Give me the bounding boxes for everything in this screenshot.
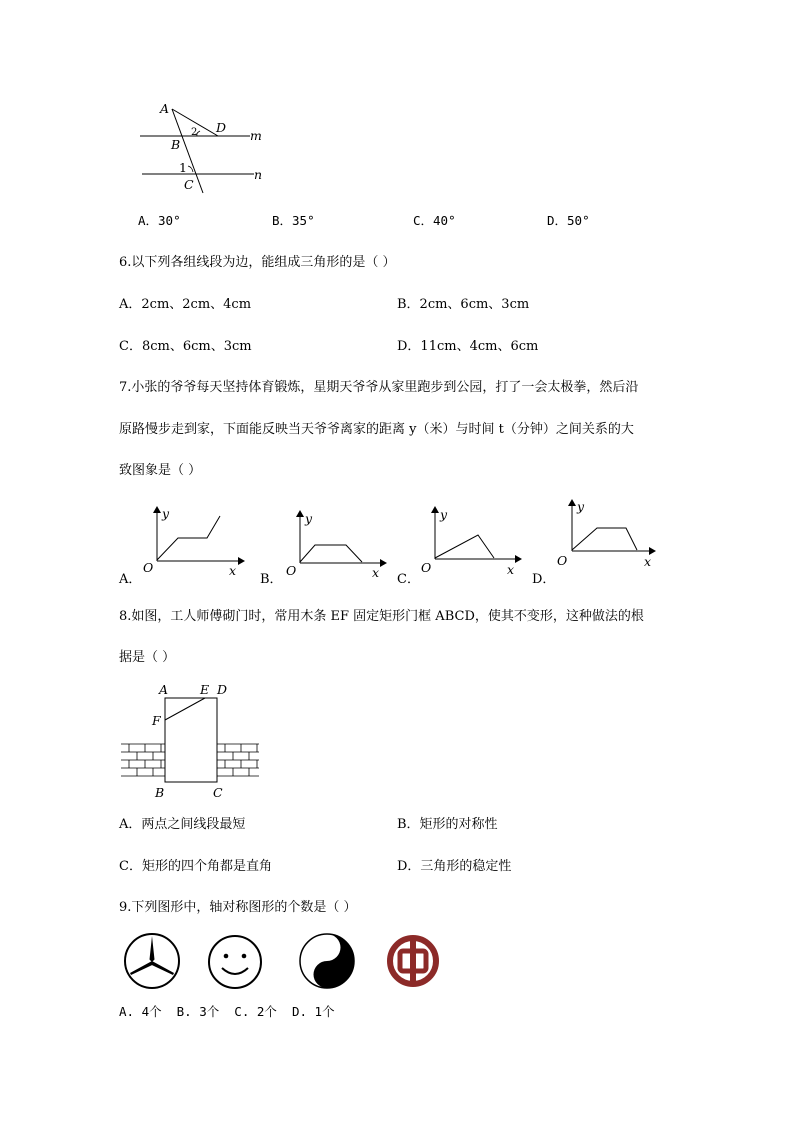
q5-label-2: 2: [191, 127, 198, 138]
q5-label-c: C: [184, 177, 194, 192]
q9-stem: 9.下列图形中，轴对称图形的个数是（ ）: [119, 900, 357, 915]
left-brick-wall: [121, 744, 165, 776]
q8-option-c: C．矩形的四个角都是直角: [119, 859, 272, 874]
q7-option-d: D．: [532, 572, 556, 587]
q8-label-c: C: [213, 785, 223, 800]
q7-graph-b: [283, 509, 388, 581]
q7b-origin-label: O: [286, 563, 297, 578]
q7a-y-label: y: [162, 506, 170, 521]
q5-label-n: n: [254, 167, 263, 182]
q5-figure: [130, 100, 280, 200]
q7-option-a: A．: [119, 572, 142, 587]
q5-label-1: 1: [179, 160, 187, 175]
q8-label-f: F: [152, 713, 161, 728]
q7c-x-label: x: [507, 562, 515, 577]
q5-label-a: A: [160, 101, 170, 116]
q8-option-a: A．两点之间线段最短: [119, 817, 246, 832]
q5-label-m: m: [250, 128, 262, 143]
q5-option-b: B．35°: [272, 213, 315, 228]
q7-graph-a: [140, 505, 245, 577]
mercedes-star-icon: [122, 931, 182, 991]
q6-option-c: C．8cm、6cm、3cm: [119, 339, 252, 354]
q7-option-c: C．: [397, 572, 420, 587]
q7c-y-label: y: [440, 507, 448, 522]
q6-stem: 6.以下列各组线段为边，能组成三角形的是（ ）: [119, 255, 396, 270]
q7c-origin-label: O: [421, 560, 432, 575]
q8-label-b: B: [155, 785, 165, 800]
bank-logo-icon: [383, 931, 443, 991]
q9-options: A. 4个 B. 3个 C. 2个 D. 1个: [119, 1004, 335, 1019]
q8-door-figure: [117, 680, 267, 802]
q8-stem-line2: 据是（ ）: [119, 650, 176, 665]
q7d-x-label: x: [644, 554, 652, 569]
q7a-origin-label: O: [143, 560, 154, 575]
q7-stem-line3: 致图象是（ ）: [119, 463, 202, 478]
q6-option-a: A．2cm、2cm、4cm: [119, 297, 252, 312]
q7b-y-label: y: [305, 511, 313, 526]
q8-label-a: A: [159, 682, 169, 697]
q8-label-d: D: [217, 682, 228, 697]
q7-stem-line1: 7.小张的爷爷每天坚持体育锻炼，星期天爷爷从家里跑步到公园，打了一会太极拳，然后沿: [119, 380, 639, 395]
yin-yang-icon: [297, 931, 357, 991]
q6-option-d: D．11cm、4cm、6cm: [397, 339, 539, 354]
q5-option-a: A．30°: [138, 213, 181, 228]
q8-label-e: E: [200, 682, 210, 697]
q5-label-d: D: [216, 120, 227, 135]
q7-stem-line2: 原路慢步走到家，下面能反映当天爷爷离家的距离 y（米）与时间 t（分钟）之间关系的大: [119, 422, 634, 437]
q5-option-d: D．50°: [547, 213, 590, 228]
q7d-y-label: y: [577, 499, 585, 514]
q8-option-d: D．三角形的稳定性: [397, 859, 512, 874]
q6-option-b: B．2cm、6cm、3cm: [397, 297, 530, 312]
q5-label-b: B: [171, 137, 181, 152]
smiley-face-icon: [205, 932, 265, 992]
q7-option-b: B．: [260, 572, 283, 587]
q7-graph-c: [418, 505, 523, 577]
q7b-x-label: x: [372, 565, 380, 580]
q7a-x-label: x: [229, 563, 237, 577]
q7-graph-d: [555, 497, 660, 569]
door-frame: [165, 698, 217, 782]
q8-stem-line1: 8.如图，工人师傅砌门时，常用木条 EF 固定矩形门框 ABCD，使其不变形，这种做法的根: [119, 609, 644, 624]
right-brick-wall: [217, 744, 259, 776]
q7d-origin-label: O: [557, 553, 568, 568]
q5-option-c: C．40°: [413, 213, 456, 228]
q8-option-b: B．矩形的对称性: [397, 817, 498, 832]
